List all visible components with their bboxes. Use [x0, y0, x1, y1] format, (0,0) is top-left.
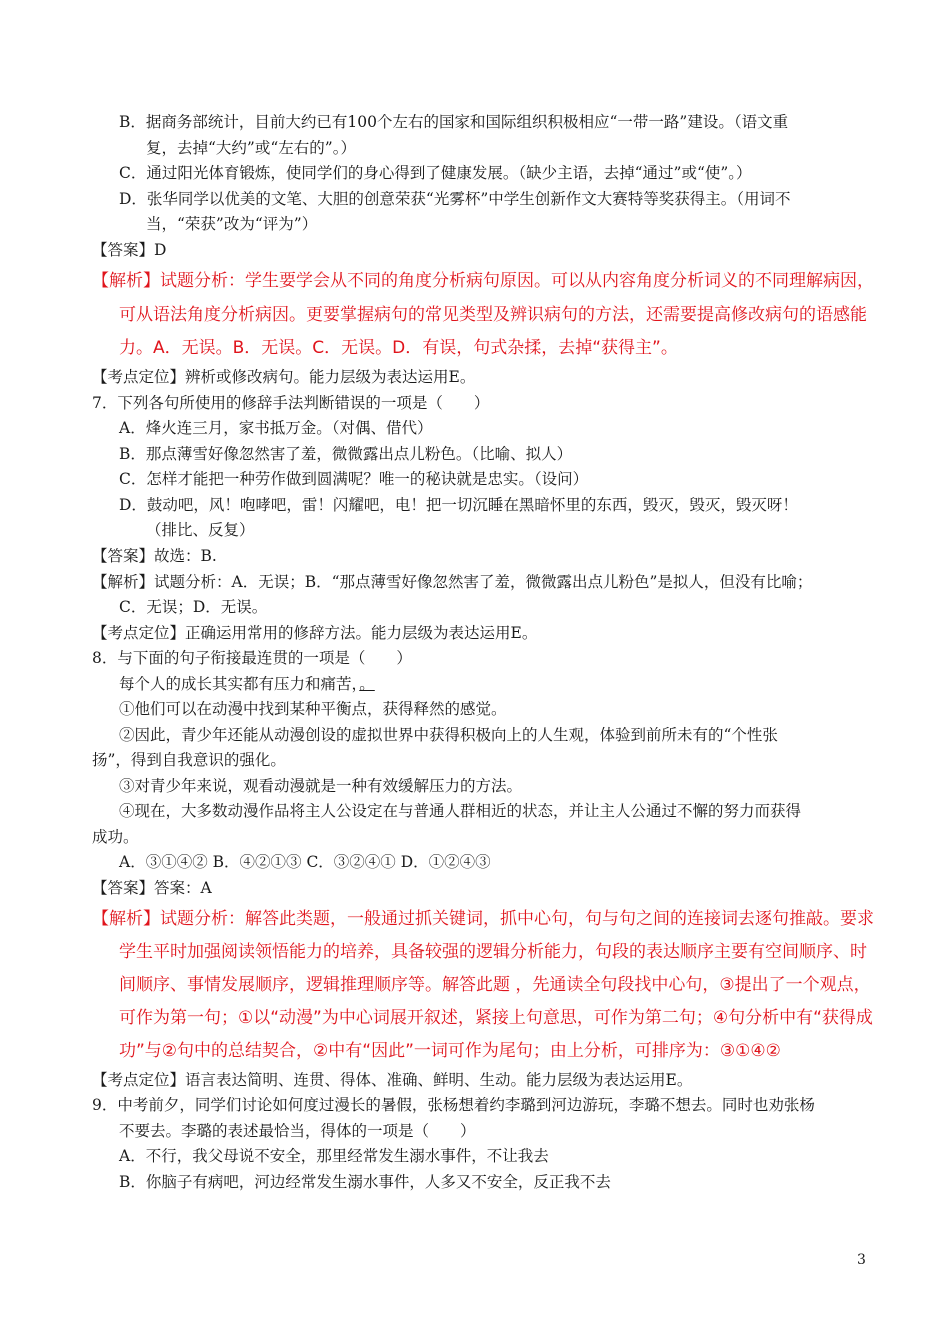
- q9-stem-line2: 不要去。李璐的表述最恰当，得体的一项是（ ）: [119, 1122, 476, 1140]
- q6-option-d-line1: D．张华同学以优美的文笔、大胆的创意荣获“光雾杯”中学生创新作文大赛特等奖获得主。（用词不: [119, 190, 791, 208]
- q8-analysis-line4: 可作为第一句；①以“动漫”为中心词展开叙述，紧接上句意思，可作为第二句；④句分析中有“获得成: [119, 1008, 873, 1028]
- q6-option-d-line2: 当，“荣获”改为“评为”）: [146, 215, 318, 233]
- q7-option-d-line2: （排比、反复）: [146, 521, 255, 539]
- q7-stem: 7．下列各句所使用的修辞手法判断错误的一项是（ ）: [92, 394, 490, 412]
- q7-answer: 【答案】故选：B.: [92, 547, 217, 565]
- q8-options: A．③①④② B．④②①③ C．③②④① D．①②④③: [119, 853, 491, 871]
- q6-analysis-line1: 【解析】试题分析：学生要学会从不同的角度分析病句原因。可以从内容角度分析词义的不同理解病因，: [92, 271, 874, 291]
- q8-lead-text: 每个人的成长其实都有压力和痛苦，: [119, 675, 360, 693]
- page-number: 3: [857, 1252, 866, 1268]
- q8-sentence-4-line1: ④现在，大多数动漫作品将主人公设定在与普通人群相近的状态，并让主人公通过不懈的努力而获得: [119, 802, 802, 820]
- q8-sentence-2-line1: ②因此，青少年还能从动漫创设的虚拟世界中获得积极向上的人生观，体验到前所未有的“个性张: [119, 726, 778, 744]
- q9-option-a: A．不行，我父母说不安全，那里经常发生溺水事件，不让我去: [119, 1147, 549, 1165]
- q7-option-b: B．那点薄雪好像忽然害了羞，微微露出点儿粉色。（比喻、拟人）: [119, 445, 573, 463]
- q7-analysis-line1: 【解析】试题分析：A．无误；B．“那点薄雪好像忽然害了羞，微微露出点儿粉色”是拟人，但没有比喻；: [92, 573, 813, 591]
- q6-option-b-line2: 复，去掉“大约”或“左右的”。）: [146, 139, 356, 157]
- q7-option-c: C．怎样才能把一种劳作做到圆满呢？唯一的秘诀就是忠实。（设问）: [119, 470, 589, 488]
- q6-point: 【考点定位】辨析或修改病句。能力层级为表达运用E。: [92, 368, 476, 386]
- q8-lead-blank: 。: [359, 675, 375, 693]
- q9-option-b: B．你脑子有病吧，河边经常发生溺水事件，人多又不安全，反正我不去: [119, 1173, 611, 1191]
- q8-sentence-3: ③对青少年来说，观看动漫就是一种有效缓解压力的方法。: [119, 777, 523, 795]
- q8-answer: 【答案】答案：A: [92, 879, 212, 897]
- q7-analysis-line2: C．无误；D．无误。: [119, 598, 268, 616]
- q7-option-a: A．烽火连三月，家书抵万金。（对偶、借代）: [119, 419, 433, 437]
- q8-analysis-line1: 【解析】试题分析：解答此类题，一般通过抓关键词，抓中心句，句与句之间的连接词去逐句推敲。要求: [92, 909, 874, 929]
- q8-point: 【考点定位】语言表达简明、连贯、得体、准确、鲜明、生动。能力层级为表达运用E。: [92, 1071, 693, 1089]
- q6-analysis-line3: 力。A．无误。B．无误。C．无误。D．有误，句式杂揉，去掉“获得主”。: [119, 338, 678, 358]
- q8-sentence-4-line2: 成功。: [92, 828, 139, 846]
- q8-stem: 8．与下面的句子衔接最连贯的一项是（ ）: [92, 649, 412, 667]
- q8-analysis-line3: 间顺序、事情发展顺序，逻辑推理顺序等。解答此题 ，先通读全句段找中心句，③提出了一个观点，: [119, 975, 871, 995]
- q6-analysis-line2: 可从语法角度分析病因。更要掌握病句的常见类型及辨识病句的方法，还需要提高修改病句的语感能: [119, 305, 867, 325]
- q6-option-c: C．通过阳光体育锻炼，使同学们的身心得到了健康发展。（缺少主语，去掉“通过”或“使”。）: [119, 164, 752, 182]
- q6-answer: 【答案】D: [92, 241, 167, 259]
- q8-analysis-line5: 功”与②句中的总结契合，②中有“因此”一词可作为尾句；由上分析，可排序为：③①④②: [119, 1041, 781, 1061]
- q7-point: 【考点定位】正确运用常用的修辞方法。能力层级为表达运用E。: [92, 624, 538, 642]
- q6-option-b-line1: B．据商务部统计，目前大约已有100个左右的国家和国际组织积极相应“一带一路”建设。（语文重: [119, 113, 789, 131]
- q8-sentence-1: ①他们可以在动漫中找到某种平衡点，获得释然的感觉。: [119, 700, 507, 718]
- q7-option-d-line1: D．鼓动吧，风！咆哮吧，雷！闪耀吧，电！把一切沉睡在黑暗怀里的东西，毁灭，毁灭，毁灭呀！: [119, 496, 798, 514]
- q9-stem-line1: 9．中考前夕，同学们讨论如何度过漫长的暑假，张杨想着约李璐到河边游玩，李璐不想去。同时也劝张杨: [92, 1096, 815, 1114]
- q8-analysis-line2: 学生平时加强阅读领悟能力的培养，具备较强的逻辑分析能力，句段的表达顺序主要有空间顺序、时: [119, 942, 867, 962]
- q8-sentence-2-line2: 扬”，得到自我意识的强化。: [92, 751, 286, 769]
- q8-lead-sentence: [119, 673, 375, 695]
